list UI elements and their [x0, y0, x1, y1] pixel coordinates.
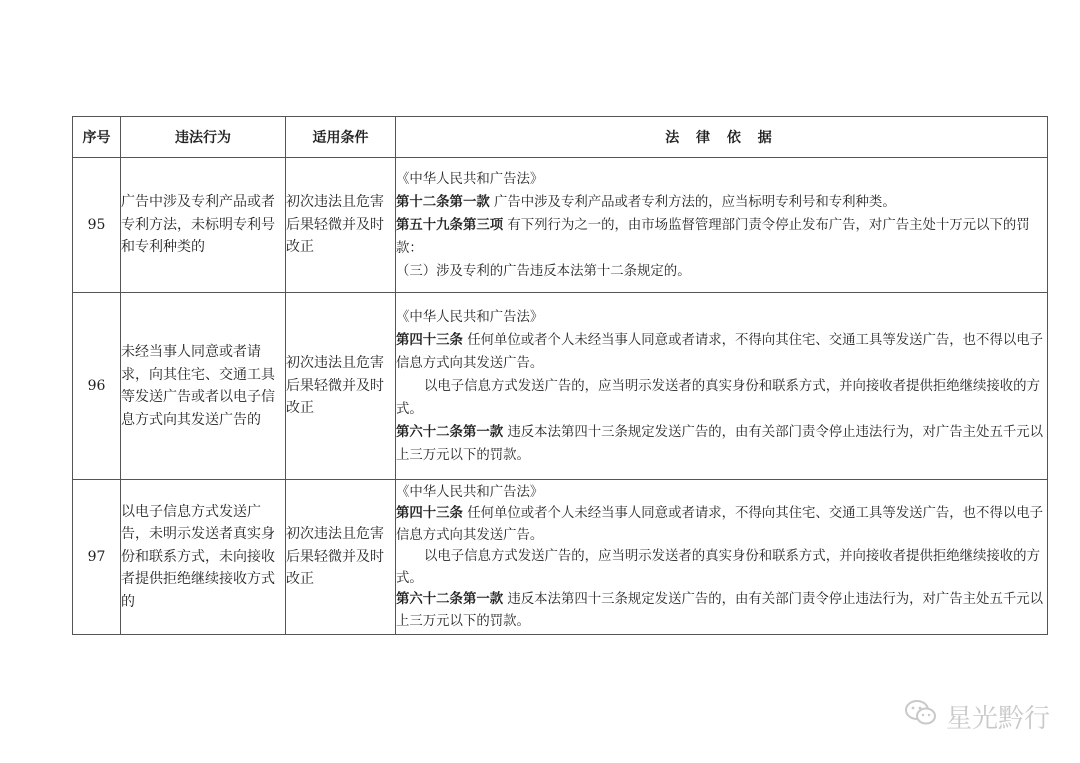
table-row [73, 158, 1048, 293]
table-header-row [73, 117, 1048, 158]
row-number: 95 [73, 158, 121, 293]
law-paragraph: 以电子信息方式发送广告的，应当明示发送者的真实身份和联系方式，并向接收者提供拒绝继续接收的方式。 [396, 549, 1040, 586]
header-number: 序号 [73, 117, 121, 158]
law-table [72, 116, 1048, 635]
header-condition: 适用条件 [286, 117, 396, 158]
law-title: 《中华人民共和广告法》 [396, 309, 544, 325]
law-title: 《中华人民共和广告法》 [396, 171, 544, 187]
law-paragraph: （三）涉及专利的广告违反本法第十二条规定的。 [396, 263, 691, 279]
table-row [73, 293, 1048, 480]
legal-basis-cell [396, 480, 1048, 635]
law-paragraph: 第四十三条 任何单位或者个人未经当事人同意或者请求，不得向其住宅、交通工具等发送广告，也不得以电子信息方式向其发送广告。 [396, 331, 1044, 371]
law-paragraph: 第四十三条 任何单位或者个人未经当事人同意或者请求，不得向其住宅、交通工具等发送广告，也不得以电子信息方式向其发送广告。 [396, 505, 1044, 543]
condition-text: 初次违法且危害后果轻微并及时改正 [286, 480, 396, 635]
law-paragraph: 第六十二条第一款 违反本法第四十三条规定发送广告的，由有关部门责令停止违法行为，对广告主处五千元以上三万元以下的罚款。 [396, 591, 1044, 629]
violation-text: 未经当事人同意或者请求，向其住宅、交通工具等发送广告或者以电子信息方式向其发送广告的 [121, 293, 286, 480]
violation-text: 以电子信息方式发送广告，未明示发送者真实身份和联系方式，未向接收者提供拒绝继续接收方式的 [121, 480, 286, 635]
law-title: 《中华人民共和广告法》 [396, 484, 544, 500]
watermark-text: 星光黔行 [945, 704, 1050, 734]
condition-text: 初次违法且危害后果轻微并及时改正 [286, 293, 396, 480]
law-paragraph: 第五十九条第三项 有下列行为之一的，由市场监督管理部门责令停止发布广告，对广告主处十万元以下的罚款： [396, 216, 1030, 256]
header-legal-basis: 法 律 依 据 [396, 117, 1048, 158]
condition-text: 初次违法且危害后果轻微并及时改正 [286, 158, 396, 293]
law-paragraph: 第六十二条第一款 违反本法第四十三条规定发送广告的，由有关部门责令停止违法行为，对广告主处五千元以上三万元以下的罚款。 [396, 423, 1044, 463]
violation-text: 广告中涉及专利产品或者专利方法，未标明专利号和专利种类的 [121, 158, 286, 293]
wechat-icon [904, 698, 946, 735]
law-paragraph: 第十二条第一款 广告中涉及专利产品或者专利方法的，应当标明专利号和专利种类。 [396, 193, 896, 210]
legal-basis-cell [396, 293, 1048, 480]
table-row [73, 480, 1048, 635]
header-violation: 违法行为 [121, 117, 286, 158]
legal-basis-cell [396, 158, 1048, 293]
law-paragraph: 以电子信息方式发送广告的，应当明示发送者的真实身份和联系方式，并向接收者提供拒绝继续接收的方式。 [396, 378, 1040, 417]
row-number: 96 [73, 293, 121, 480]
watermark [904, 698, 1050, 735]
row-number: 97 [73, 480, 121, 635]
